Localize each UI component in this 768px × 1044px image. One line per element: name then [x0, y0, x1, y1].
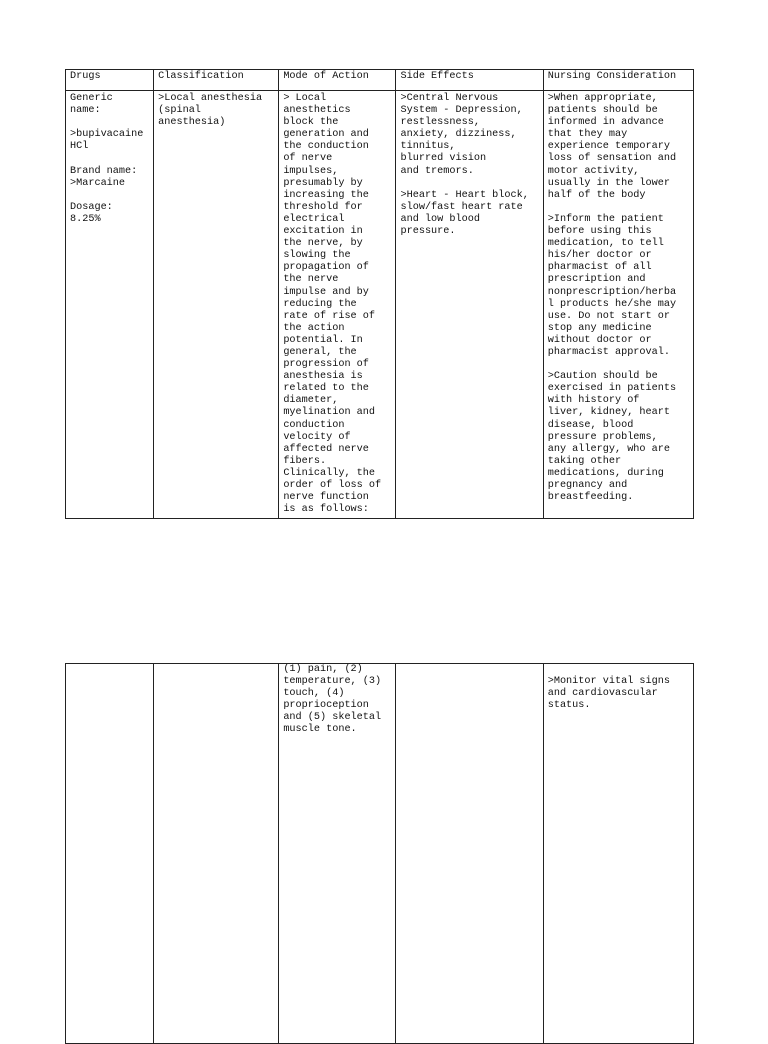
header-drugs: Drugs	[66, 70, 154, 91]
cell-side-effects	[396, 664, 543, 1044]
cell-drugs	[66, 664, 154, 1044]
table-row	[66, 664, 694, 1044]
cell-drugs: Generic name: >bupivacaine HCl Brand name: >Marcaine Dosage: 8.25%	[66, 91, 154, 519]
header-nursing-consideration: Nursing Consideration	[543, 70, 693, 91]
header-side-effects: Side Effects	[396, 70, 543, 91]
cell-classification: >Local anesthesia (spinal anesthesia)	[154, 91, 279, 519]
table-header-row	[66, 70, 694, 91]
header-classification: Classification	[154, 70, 279, 91]
drug-study-table	[65, 69, 694, 519]
table-row	[66, 91, 694, 519]
cell-mode-of-action: > Local anesthetics block the generation and the conduction of nerve impulses, presumably by increasing the threshold for electrical excitation in the nerve, by slowing the propagation of the nerve impulse and by reducing the rate of rise of the action potential. In general, the progression of anesthesia is related to the diameter, myelination and conduction velocity of affected nerve fibers. Clinically, the order of loss of nerve function is as follows:	[279, 91, 396, 519]
header-mode-of-action: Mode of Action	[279, 70, 396, 91]
cell-side-effects: >Central Nervous System - Depression, restlessness, anxiety, dizziness, tinnitus, blurred vision and tremors. >Heart - Heart block, slow/fast heart rate and low blood pressure.	[396, 91, 543, 519]
cell-nursing-consideration: >Monitor vital signs and cardiovascular status.	[543, 664, 693, 1044]
cell-nursing-consideration: >When appropriate, patients should be informed in advance that they may experience temporary loss of sensation and motor activity, usually in the lower half of the body >Inform the patient before using this medication, to tell his/her doctor or pharmacist of all prescription and nonprescription/herba l products he/she may use. Do not start or stop any medicine without doctor or pharmacist approval. >Caution should be exercised in patients with history of liver, kidney, heart disease, blood pressure problems, any allergy, who are taking other medications, during pregnancy and breastfeeding.	[543, 91, 693, 519]
cell-classification	[154, 664, 279, 1044]
drug-study-table-continued	[65, 663, 694, 1044]
cell-mode-of-action: (1) pain, (2) temperature, (3) touch, (4) proprioception and (5) skeletal muscle tone.	[279, 664, 396, 1044]
